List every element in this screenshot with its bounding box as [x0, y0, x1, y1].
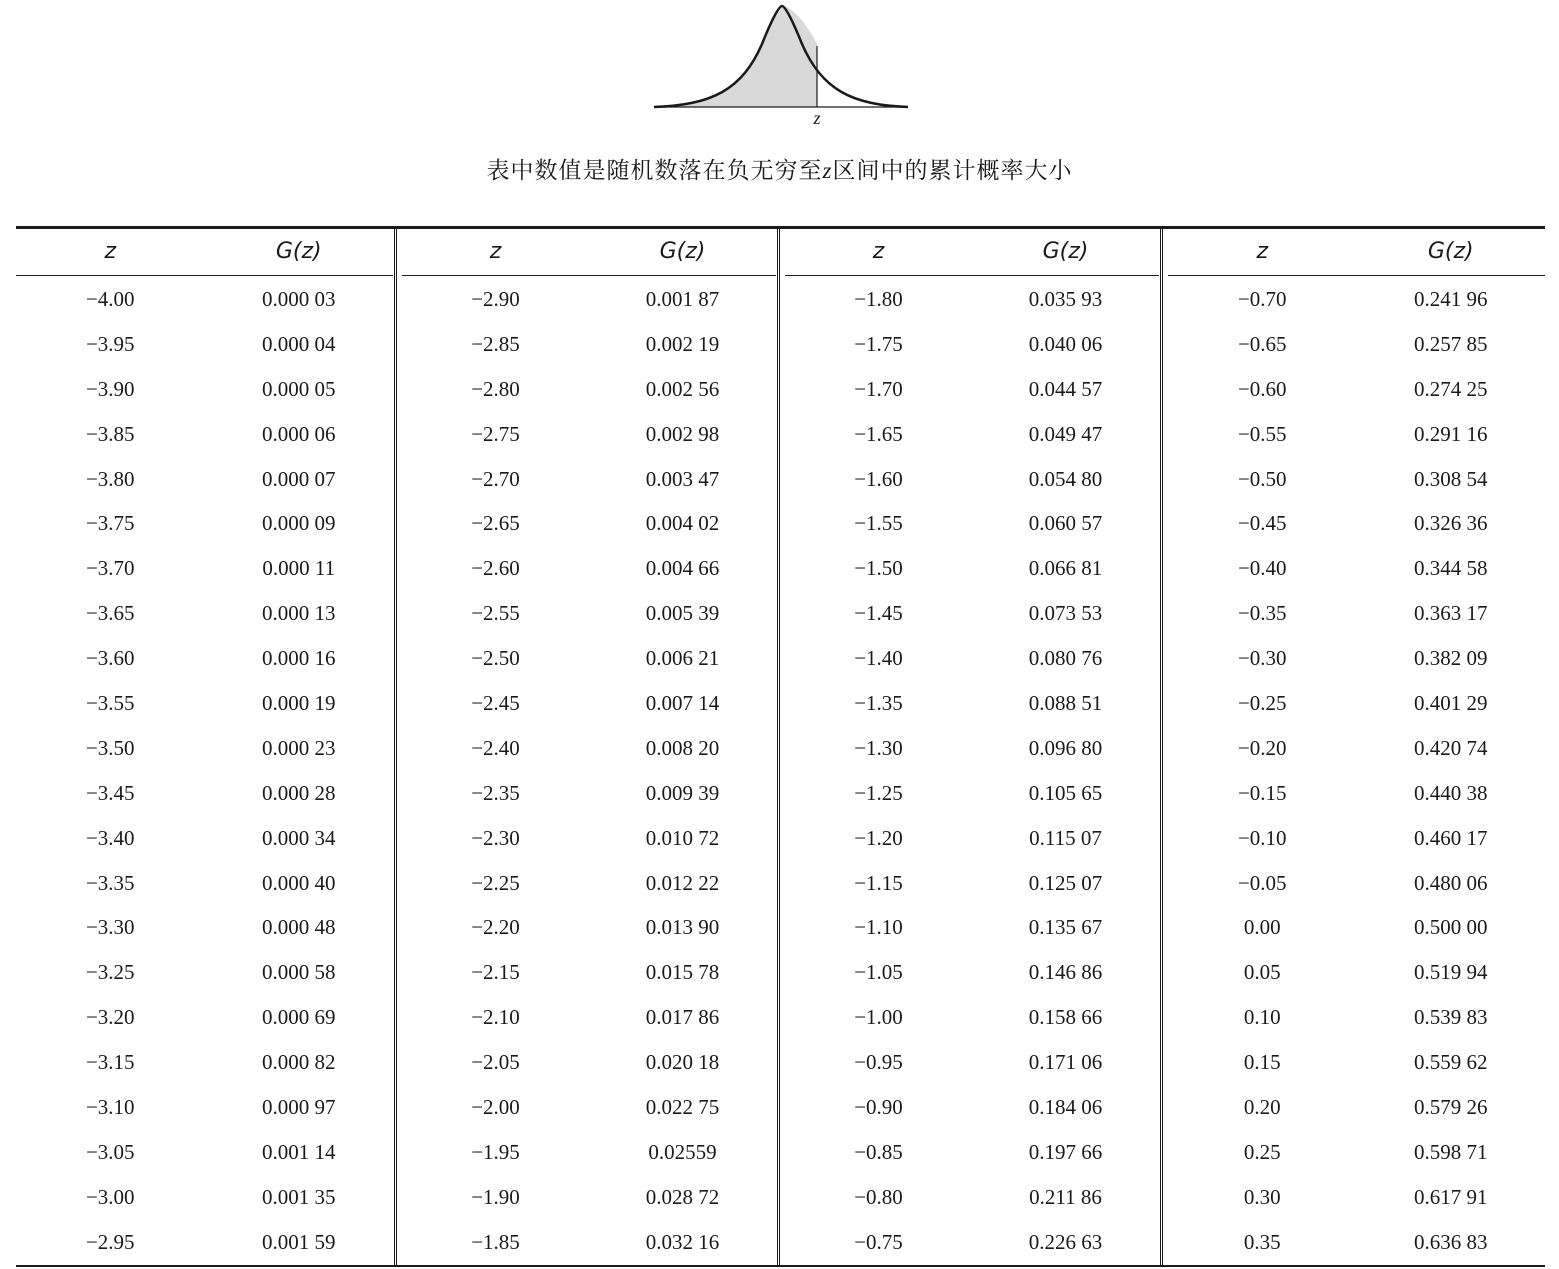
- z-value-cell: −2.85: [471, 331, 520, 356]
- gz-value-cell: 0.579 26: [1414, 1094, 1488, 1119]
- z-value-cell: −0.65: [1237, 331, 1287, 356]
- table-row: [1168, 412, 1545, 457]
- normal-distribution-curve: [652, 4, 910, 132]
- gz-value-cell: 0.088 51: [1028, 690, 1103, 715]
- gz-value-cell: 0.035 93: [1028, 286, 1103, 311]
- table-row: [785, 636, 1159, 681]
- gz-value-cell: 0.000 07: [262, 466, 336, 491]
- z-value-cell: −0.10: [1237, 825, 1287, 850]
- gz-value-cell: 0.500 00: [1414, 915, 1488, 940]
- gz-value-cell: 0.308 54: [1414, 466, 1488, 491]
- z-value-cell: 0.10: [1243, 1005, 1281, 1030]
- gz-value-cell: 0.017 86: [645, 1005, 720, 1030]
- z-value-cell: −2.65: [471, 511, 520, 536]
- z-value-cell: −3.95: [85, 331, 135, 356]
- gz-value-cell: 0.211 86: [1029, 1184, 1102, 1209]
- z-value-cell: −2.75: [471, 421, 520, 446]
- z-value-cell: −3.05: [85, 1139, 135, 1164]
- z-value-cell: −2.55: [471, 601, 520, 626]
- z-value-cell: −2.80: [471, 376, 520, 401]
- gz-value-cell: 0.002 56: [645, 376, 720, 401]
- gz-value-cell: 0.054 80: [1028, 466, 1103, 491]
- gz-value-cell: 0.420 74: [1414, 735, 1488, 760]
- gz-value-cell: 0.015 78: [645, 960, 720, 985]
- z-value-cell: −3.25: [85, 960, 135, 985]
- table-row: [1168, 501, 1545, 546]
- table-row: [1168, 861, 1545, 906]
- table-row: [16, 457, 393, 502]
- table-row: [402, 322, 776, 367]
- gz-value-cell: 0.115 07: [1029, 825, 1102, 850]
- z-value-cell: −1.40: [854, 646, 903, 671]
- table-row: [1168, 277, 1545, 322]
- table-row: [1168, 367, 1545, 412]
- z-value-cell: −3.10: [85, 1094, 135, 1119]
- gz-value-cell: 0.000 05: [262, 376, 336, 401]
- table-row: [402, 277, 776, 322]
- z-value-cell: −2.25: [471, 870, 520, 895]
- table-row: [16, 950, 393, 995]
- gz-value-cell: 0.226 63: [1028, 1229, 1103, 1254]
- z-value-cell: −3.90: [85, 376, 135, 401]
- table-row: [402, 367, 776, 412]
- header-gz: G(z): [659, 239, 706, 264]
- table-row: [1168, 950, 1545, 995]
- table-row: [785, 771, 1159, 816]
- z-value-cell: −2.95: [85, 1229, 135, 1254]
- gz-value-cell: 0.001 35: [262, 1184, 336, 1209]
- table-rows: [785, 277, 1159, 1265]
- table-row: [402, 1130, 776, 1175]
- gz-value-cell: 0.006 21: [645, 646, 720, 671]
- table-row: [402, 546, 776, 591]
- z-value-cell: −3.75: [85, 511, 135, 536]
- gz-value-cell: 0.135 67: [1028, 915, 1103, 940]
- z-value-cell: −2.15: [471, 960, 520, 985]
- gz-value-cell: 0.401 29: [1414, 690, 1488, 715]
- gz-value-cell: 0.096 80: [1028, 735, 1103, 760]
- table-row: [1168, 1130, 1545, 1175]
- z-value-cell: −1.50: [854, 556, 903, 581]
- gz-value-cell: 0.000 19: [262, 690, 336, 715]
- gz-value-cell: 0.480 06: [1414, 870, 1488, 895]
- z-value-cell: −1.75: [854, 331, 903, 356]
- table-header: [16, 229, 393, 276]
- z-value-cell: −1.30: [854, 735, 903, 760]
- z-value-cell: −3.60: [85, 646, 135, 671]
- z-value-cell: −3.45: [85, 780, 135, 805]
- table-header: [1168, 229, 1545, 276]
- z-value-cell: 0.30: [1243, 1184, 1281, 1209]
- z-value-cell: −1.85: [471, 1229, 520, 1254]
- gz-value-cell: 0.000 58: [262, 960, 336, 985]
- gz-value-cell: 0.000 06: [262, 421, 336, 446]
- table-row: [402, 950, 776, 995]
- gz-value-cell: 0.012 22: [645, 870, 720, 895]
- table-row: [16, 1220, 393, 1265]
- z-value-cell: −2.60: [471, 556, 520, 581]
- gz-value-cell: 0.000 09: [262, 511, 336, 536]
- gz-value-cell: 0.001 87: [645, 286, 720, 311]
- z-value-cell: −0.20: [1237, 735, 1287, 760]
- gz-value-cell: 0.007 14: [645, 690, 720, 715]
- z-value-cell: −2.05: [471, 1050, 520, 1075]
- table-row: [402, 457, 776, 502]
- z-value-cell: 0.35: [1243, 1229, 1281, 1254]
- gz-value-cell: 0.020 18: [645, 1050, 720, 1075]
- gz-value-cell: 0.028 72: [645, 1184, 720, 1209]
- gz-value-cell: 0.105 65: [1028, 780, 1103, 805]
- gz-value-cell: 0.146 86: [1028, 960, 1103, 985]
- table-row: [785, 591, 1159, 636]
- gz-value-cell: 0.005 39: [645, 601, 720, 626]
- table-row: [1168, 636, 1545, 681]
- gz-value-cell: 0.009 39: [645, 780, 720, 805]
- z-value-cell: −2.40: [471, 735, 520, 760]
- z-value-cell: −3.80: [85, 466, 135, 491]
- gz-value-cell: 0.001 14: [262, 1139, 336, 1164]
- table-block-3: [785, 229, 1159, 1265]
- gz-value-cell: 0.291 16: [1414, 421, 1488, 446]
- z-value-cell: −1.35: [854, 690, 903, 715]
- gz-value-cell: 0.032 16: [645, 1229, 720, 1254]
- z-value-cell: −1.20: [854, 825, 903, 850]
- z-value-cell: −1.10: [854, 915, 903, 940]
- header-gz: G(z): [275, 239, 322, 264]
- table-row: [16, 591, 393, 636]
- table-row: [16, 726, 393, 771]
- gz-value-cell: 0.158 66: [1028, 1005, 1103, 1030]
- table-row: [785, 726, 1159, 771]
- table-block-2: [402, 229, 776, 1265]
- z-value-cell: −2.70: [471, 466, 520, 491]
- gz-value-cell: 0.382 09: [1414, 646, 1488, 671]
- table-row: [402, 726, 776, 771]
- z-value-cell: −1.25: [854, 780, 903, 805]
- table-row: [402, 1175, 776, 1220]
- gz-value-cell: 0.274 25: [1414, 376, 1488, 401]
- table-row: [402, 501, 776, 546]
- table-row: [16, 277, 393, 322]
- gz-value-cell: 0.060 57: [1028, 511, 1103, 536]
- z-value-cell: 0.25: [1243, 1139, 1281, 1164]
- table-row: [785, 501, 1159, 546]
- caption-z-variable: z: [822, 158, 833, 183]
- z-value-cell: −3.15: [85, 1050, 135, 1075]
- table-row: [16, 861, 393, 906]
- gz-value-cell: 0.000 03: [262, 286, 336, 311]
- gz-value-cell: 0.004 66: [645, 556, 720, 581]
- gz-value-cell: 0.002 98: [645, 421, 720, 446]
- table-row: [785, 322, 1159, 367]
- table-row: [1168, 995, 1545, 1040]
- table-row: [785, 1220, 1159, 1265]
- table-row: [1168, 1220, 1545, 1265]
- z-value-cell: −1.60: [854, 466, 903, 491]
- gz-value-cell: 0.073 53: [1028, 601, 1103, 626]
- header-z: z: [104, 239, 117, 264]
- z-value-cell: −1.05: [854, 960, 903, 985]
- table-row: [402, 771, 776, 816]
- table-row: [785, 950, 1159, 995]
- z-value-cell: −2.30: [471, 825, 520, 850]
- caption-text-before: 表中数值是随机数落在负无穷至: [486, 158, 823, 184]
- gz-value-cell: 0.257 85: [1414, 331, 1488, 356]
- gz-value-cell: 0.080 76: [1028, 646, 1103, 671]
- gz-value-cell: 0.02559: [648, 1139, 717, 1164]
- table-row: [402, 591, 776, 636]
- z-value-cell: −0.05: [1237, 870, 1287, 895]
- table-row: [785, 412, 1159, 457]
- gz-value-cell: 0.008 20: [645, 735, 720, 760]
- table-row: [785, 681, 1159, 726]
- header-z: z: [489, 239, 502, 264]
- gz-value-cell: 0.000 69: [262, 1005, 336, 1030]
- table-row: [16, 816, 393, 861]
- table-row: [1168, 322, 1545, 367]
- table-row: [402, 861, 776, 906]
- gz-value-cell: 0.000 97: [262, 1094, 336, 1119]
- header-gz: G(z): [1042, 239, 1089, 264]
- table-row: [16, 905, 393, 950]
- table-caption: [0, 155, 1559, 187]
- gz-value-cell: 0.000 34: [262, 825, 336, 850]
- column-separator: [777, 229, 780, 1265]
- table-block-4: [1168, 229, 1545, 1265]
- table-row: [785, 367, 1159, 412]
- gz-value-cell: 0.636 83: [1414, 1229, 1488, 1254]
- z-value-cell: −3.85: [85, 421, 135, 446]
- table-row: [785, 905, 1159, 950]
- gz-value-cell: 0.171 06: [1028, 1050, 1103, 1075]
- table-row: [785, 995, 1159, 1040]
- table-row: [1168, 1085, 1545, 1130]
- column-separator: [1160, 229, 1163, 1265]
- table-row: [1168, 1040, 1545, 1085]
- z-value-cell: −2.35: [471, 780, 520, 805]
- table-row: [785, 1130, 1159, 1175]
- z-marker-label: z: [813, 108, 821, 128]
- z-value-cell: −3.65: [85, 601, 135, 626]
- gz-value-cell: 0.125 07: [1028, 870, 1103, 895]
- z-value-cell: −0.40: [1237, 556, 1287, 581]
- z-value-cell: −0.75: [854, 1229, 903, 1254]
- table-row: [785, 861, 1159, 906]
- z-value-cell: −1.80: [854, 286, 903, 311]
- gz-value-cell: 0.044 57: [1028, 376, 1103, 401]
- z-value-cell: −3.50: [85, 735, 135, 760]
- z-value-cell: −1.15: [854, 870, 903, 895]
- table-row: [402, 681, 776, 726]
- z-value-cell: −0.70: [1237, 286, 1287, 311]
- z-value-cell: 0.15: [1243, 1050, 1281, 1075]
- gz-value-cell: 0.000 40: [262, 870, 336, 895]
- z-value-cell: −0.30: [1237, 646, 1287, 671]
- gz-value-cell: 0.617 91: [1414, 1184, 1488, 1209]
- table-row: [402, 995, 776, 1040]
- gz-value-cell: 0.013 90: [645, 915, 720, 940]
- table-block-1: [16, 229, 393, 1265]
- table-row: [16, 681, 393, 726]
- table-header: [785, 229, 1159, 276]
- column-separator: [394, 229, 397, 1265]
- table-row: [16, 1130, 393, 1175]
- gz-value-cell: 0.000 04: [262, 331, 336, 356]
- z-value-cell: −0.80: [854, 1184, 903, 1209]
- z-value-cell: −1.00: [854, 1005, 903, 1030]
- header-z: z: [1256, 239, 1269, 264]
- z-value-cell: −0.55: [1237, 421, 1287, 446]
- table-rows: [402, 277, 776, 1265]
- gz-value-cell: 0.010 72: [645, 825, 720, 850]
- gz-value-cell: 0.000 48: [262, 915, 336, 940]
- gz-value-cell: 0.003 47: [645, 466, 720, 491]
- table-row: [16, 1085, 393, 1130]
- table-row: [402, 816, 776, 861]
- table-row: [402, 636, 776, 681]
- gz-value-cell: 0.001 59: [262, 1229, 336, 1254]
- header-gz: G(z): [1427, 239, 1474, 264]
- z-value-cell: −3.40: [85, 825, 135, 850]
- gz-value-cell: 0.000 28: [262, 780, 336, 805]
- z-value-cell: −2.90: [471, 286, 520, 311]
- z-value-cell: −4.00: [85, 286, 135, 311]
- gz-value-cell: 0.066 81: [1028, 556, 1103, 581]
- table-row: [1168, 816, 1545, 861]
- z-value-cell: −3.55: [85, 690, 135, 715]
- z-value-cell: −3.35: [85, 870, 135, 895]
- z-value-cell: −0.15: [1237, 780, 1287, 805]
- table-row: [402, 905, 776, 950]
- table-row: [1168, 726, 1545, 771]
- table-row: [1168, 591, 1545, 636]
- z-value-cell: −3.00: [85, 1184, 135, 1209]
- z-value-cell: −2.00: [471, 1094, 520, 1119]
- gz-value-cell: 0.344 58: [1414, 556, 1488, 581]
- z-value-cell: −0.25: [1237, 690, 1287, 715]
- z-value-cell: −1.65: [854, 421, 903, 446]
- gz-value-cell: 0.559 62: [1414, 1050, 1488, 1075]
- gz-value-cell: 0.000 11: [262, 556, 336, 581]
- gz-value-cell: 0.539 83: [1414, 1005, 1488, 1030]
- table-row: [1168, 457, 1545, 502]
- z-value-cell: −2.10: [471, 1005, 520, 1030]
- table-row: [16, 1175, 393, 1220]
- z-value-cell: −0.85: [854, 1139, 903, 1164]
- gz-value-cell: 0.519 94: [1414, 960, 1488, 985]
- z-value-cell: −3.70: [85, 556, 135, 581]
- gz-value-cell: 0.197 66: [1028, 1139, 1103, 1164]
- gz-value-cell: 0.460 17: [1414, 825, 1488, 850]
- z-value-cell: −1.90: [471, 1184, 520, 1209]
- z-value-cell: −3.20: [85, 1005, 135, 1030]
- caption-text-after: 区间中的累计概率大小: [832, 158, 1073, 184]
- table-row: [402, 1220, 776, 1265]
- table-row: [1168, 1175, 1545, 1220]
- table-row: [16, 636, 393, 681]
- z-value-cell: −0.45: [1237, 511, 1287, 536]
- gz-value-cell: 0.000 23: [262, 735, 336, 760]
- table-row: [16, 995, 393, 1040]
- z-value-cell: −2.45: [471, 690, 520, 715]
- header-z: z: [872, 239, 885, 264]
- z-value-cell: −0.35: [1237, 601, 1287, 626]
- z-value-cell: −0.60: [1237, 376, 1287, 401]
- z-value-cell: −1.45: [854, 601, 903, 626]
- table-header: [402, 229, 776, 276]
- gz-value-cell: 0.040 06: [1028, 331, 1103, 356]
- gz-value-cell: 0.598 71: [1414, 1139, 1488, 1164]
- z-value-cell: −1.95: [471, 1139, 520, 1164]
- gz-value-cell: 0.000 13: [262, 601, 336, 626]
- z-value-cell: −0.95: [854, 1050, 903, 1075]
- z-value-cell: −3.30: [85, 915, 135, 940]
- table-row: [16, 367, 393, 412]
- z-value-cell: −2.50: [471, 646, 520, 671]
- z-value-cell: −2.20: [471, 915, 520, 940]
- table-row: [1168, 771, 1545, 816]
- gz-value-cell: 0.326 36: [1414, 511, 1488, 536]
- z-value-cell: 0.00: [1243, 915, 1281, 940]
- table-row: [785, 1040, 1159, 1085]
- z-value-cell: −1.55: [854, 511, 903, 536]
- table-row: [16, 1040, 393, 1085]
- gz-value-cell: 0.363 17: [1414, 601, 1488, 626]
- z-value-cell: 0.05: [1243, 960, 1281, 985]
- gz-value-cell: 0.002 19: [645, 331, 720, 356]
- table-row: [785, 816, 1159, 861]
- z-value-cell: 0.20: [1243, 1094, 1281, 1119]
- table-row: [402, 412, 776, 457]
- table-rows: [16, 277, 393, 1265]
- table-row: [16, 771, 393, 816]
- table-row: [785, 277, 1159, 322]
- gz-value-cell: 0.241 96: [1414, 286, 1488, 311]
- table-row: [1168, 546, 1545, 591]
- gz-value-cell: 0.049 47: [1028, 421, 1103, 446]
- gz-value-cell: 0.004 02: [645, 511, 720, 536]
- table-row: [16, 546, 393, 591]
- table-row: [402, 1085, 776, 1130]
- gz-value-cell: 0.022 75: [645, 1094, 720, 1119]
- table-row: [785, 1085, 1159, 1130]
- table-row: [16, 501, 393, 546]
- gz-value-cell: 0.184 06: [1028, 1094, 1103, 1119]
- table-rows: [1168, 277, 1545, 1265]
- table-row: [1168, 681, 1545, 726]
- table-row: [785, 1175, 1159, 1220]
- gz-value-cell: 0.440 38: [1414, 780, 1488, 805]
- table-row: [16, 412, 393, 457]
- z-value-cell: −1.70: [854, 376, 903, 401]
- cumulative-probability-table: [16, 226, 1545, 1267]
- table-row: [16, 322, 393, 367]
- table-row: [402, 1040, 776, 1085]
- z-value-cell: −0.50: [1237, 466, 1287, 491]
- z-value-cell: −0.90: [854, 1094, 903, 1119]
- table-row: [785, 546, 1159, 591]
- table-row: [1168, 905, 1545, 950]
- gz-value-cell: 0.000 16: [262, 646, 336, 671]
- table-row: [785, 457, 1159, 502]
- gz-value-cell: 0.000 82: [262, 1050, 336, 1075]
